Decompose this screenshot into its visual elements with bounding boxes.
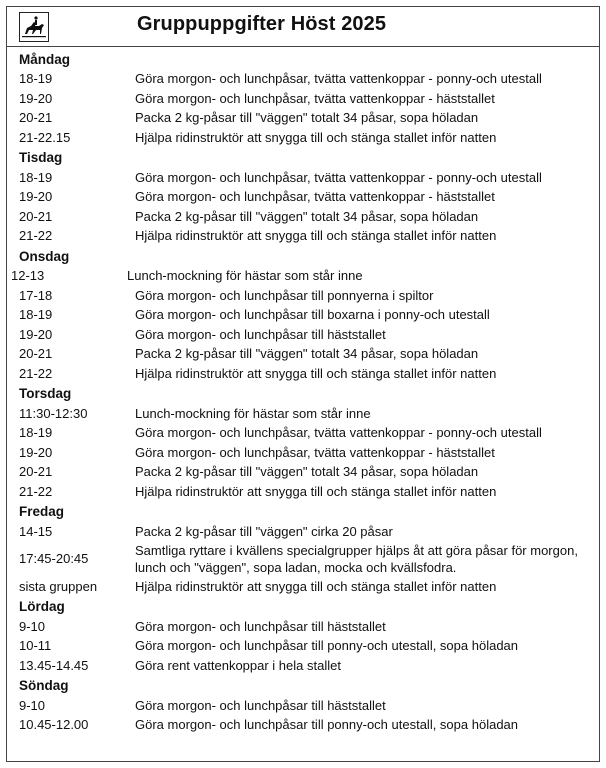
task-description: Göra morgon- och lunchpåsar till boxarna i ponny-och utestall — [135, 307, 490, 323]
task-description: Göra morgon- och lunchpåsar till ponny-och utestall, sopa höladan — [135, 638, 519, 654]
task-description: Packa 2 kg-påsar till "väggen" totalt 34 påsar, sopa höladan — [135, 208, 479, 224]
task-description: Lunch-mockning för hästar som står inne — [135, 405, 371, 421]
time-slot: 21-22.15 — [19, 130, 71, 146]
time-slot: 18-19 — [19, 169, 53, 185]
task-row — [7, 167, 599, 187]
task-row — [7, 462, 599, 482]
task-row — [7, 364, 599, 384]
time-slot: 17:45-20:45 — [19, 551, 89, 567]
time-slot: 19-20 — [19, 444, 53, 460]
task-description: Lunch-mockning för hästar som står inne — [127, 268, 363, 284]
task-description: Göra morgon- och lunchpåsar till häststallet — [135, 697, 386, 713]
day-heading: Söndag — [19, 678, 69, 694]
task-row — [7, 695, 599, 715]
task-description: Göra morgon- och lunchpåsar till ponnyerna i spiltor — [135, 287, 434, 303]
task-row — [7, 226, 599, 246]
time-slot: 11:30-12:30 — [19, 405, 88, 421]
task-row — [7, 305, 599, 325]
task-row — [7, 577, 599, 597]
task-row — [7, 616, 599, 636]
day-heading: Lördag — [19, 599, 65, 615]
time-slot: 10-11 — [19, 638, 52, 654]
task-description: Göra morgon- och lunchpåsar, tvätta vattenkoppar - häststallet — [135, 90, 495, 106]
time-slot: 19-20 — [19, 90, 53, 106]
schedule-list — [7, 49, 599, 734]
time-slot: 18-19 — [19, 307, 53, 323]
task-description: Göra morgon- och lunchpåsar till ponny-och utestall, sopa höladan — [135, 717, 519, 733]
time-slot: 10.45-12.00 — [19, 717, 89, 733]
task-row — [7, 403, 599, 423]
task-description: Göra morgon- och lunchpåsar till häststallet — [135, 326, 386, 342]
task-description: Samtliga ryttare i kvällens specialgrupper hjälps åt att göra påsar för morgon, lunch och "väggen", sopa ladan, mocka och kvällsfodra. — [135, 542, 578, 575]
task-description: Packa 2 kg-påsar till "väggen" totalt 34 påsar, sopa höladan — [135, 110, 479, 126]
task-description: Göra morgon- och lunchpåsar, tvätta vattenkoppar - ponny-och utestall — [135, 71, 542, 87]
task-description: Packa 2 kg-påsar till "väggen" totalt 34 påsar, sopa höladan — [135, 346, 479, 362]
task-description: Göra morgon- och lunchpåsar till häststallet — [135, 618, 386, 634]
day-heading: Måndag — [19, 52, 71, 67]
time-slot: 12-13 — [11, 268, 45, 284]
time-slot: 17-18 — [19, 287, 53, 303]
page-title: Gruppuppgifter Höst 2025 — [137, 13, 387, 35]
task-row — [7, 443, 599, 463]
task-description: Göra rent vattenkoppar i hela stallet — [135, 657, 341, 673]
task-row — [7, 325, 599, 345]
task-row — [7, 187, 599, 207]
day-heading: Fredag — [19, 504, 65, 520]
task-description: Hjälpa ridinstruktör att snygga till och stänga stallet inför natten — [135, 483, 497, 499]
time-slot: 9-10 — [19, 618, 46, 634]
task-description: Hjälpa ridinstruktör att snygga till och stänga stallet inför natten — [135, 366, 497, 382]
task-description: Packa 2 kg-påsar till "väggen" totalt 34 påsar, sopa höladan — [135, 464, 479, 480]
task-description: Göra morgon- och lunchpåsar, tvätta vattenkoppar - häststallet — [135, 189, 495, 205]
task-description: Göra morgon- och lunchpåsar, tvätta vattenkoppar - ponny-och utestall — [135, 425, 542, 441]
time-slot: 18-19 — [19, 71, 53, 87]
day-heading: Onsdag — [19, 248, 70, 264]
header — [7, 7, 599, 47]
time-slot: 20-21 — [19, 208, 53, 224]
task-row — [7, 541, 599, 577]
task-row — [7, 89, 599, 109]
task-description: Hjälpa ridinstruktör att snygga till och stänga stallet inför natten — [135, 579, 497, 595]
time-slot: 21-22 — [19, 366, 53, 382]
time-slot: 9-10 — [19, 697, 46, 713]
task-row — [7, 207, 599, 227]
time-slot: 21-22 — [19, 483, 53, 499]
task-row — [7, 482, 599, 502]
task-row — [7, 656, 599, 676]
time-slot: 21-22 — [19, 228, 53, 244]
task-row — [7, 715, 599, 735]
task-row — [7, 128, 599, 148]
task-row — [7, 108, 599, 128]
day-heading: Torsdag — [19, 386, 72, 402]
task-description: Hjälpa ridinstruktör att snygga till och stänga stallet inför natten — [135, 228, 497, 244]
task-description: Göra morgon- och lunchpåsar, tvätta vattenkoppar - ponny-och utestall — [135, 169, 542, 185]
time-slot: 19-20 — [19, 326, 53, 342]
task-row — [7, 285, 599, 305]
task-row — [7, 521, 599, 541]
task-description: Hjälpa ridinstruktör att snygga till och stänga stallet inför natten — [135, 130, 497, 146]
task-row — [7, 423, 599, 443]
time-slot: 14-15 — [19, 523, 53, 539]
task-row — [7, 266, 599, 286]
task-row — [7, 69, 599, 89]
task-row — [7, 344, 599, 364]
time-slot: sista gruppen — [19, 579, 98, 595]
time-slot: 20-21 — [19, 346, 53, 362]
time-slot: 19-20 — [19, 189, 53, 205]
task-row — [7, 636, 599, 656]
schedule-frame — [6, 6, 600, 762]
time-slot: 13.45-14.45 — [19, 657, 89, 673]
horse-rider-logo-icon — [19, 12, 49, 42]
time-slot: 20-21 — [19, 110, 53, 126]
time-slot: 20-21 — [19, 464, 53, 480]
task-description: Göra morgon- och lunchpåsar, tvätta vattenkoppar - häststallet — [135, 444, 495, 460]
time-slot: 18-19 — [19, 425, 53, 441]
day-heading: Tisdag — [19, 150, 63, 166]
task-description: Packa 2 kg-påsar till "väggen" cirka 20 påsar — [135, 523, 393, 539]
